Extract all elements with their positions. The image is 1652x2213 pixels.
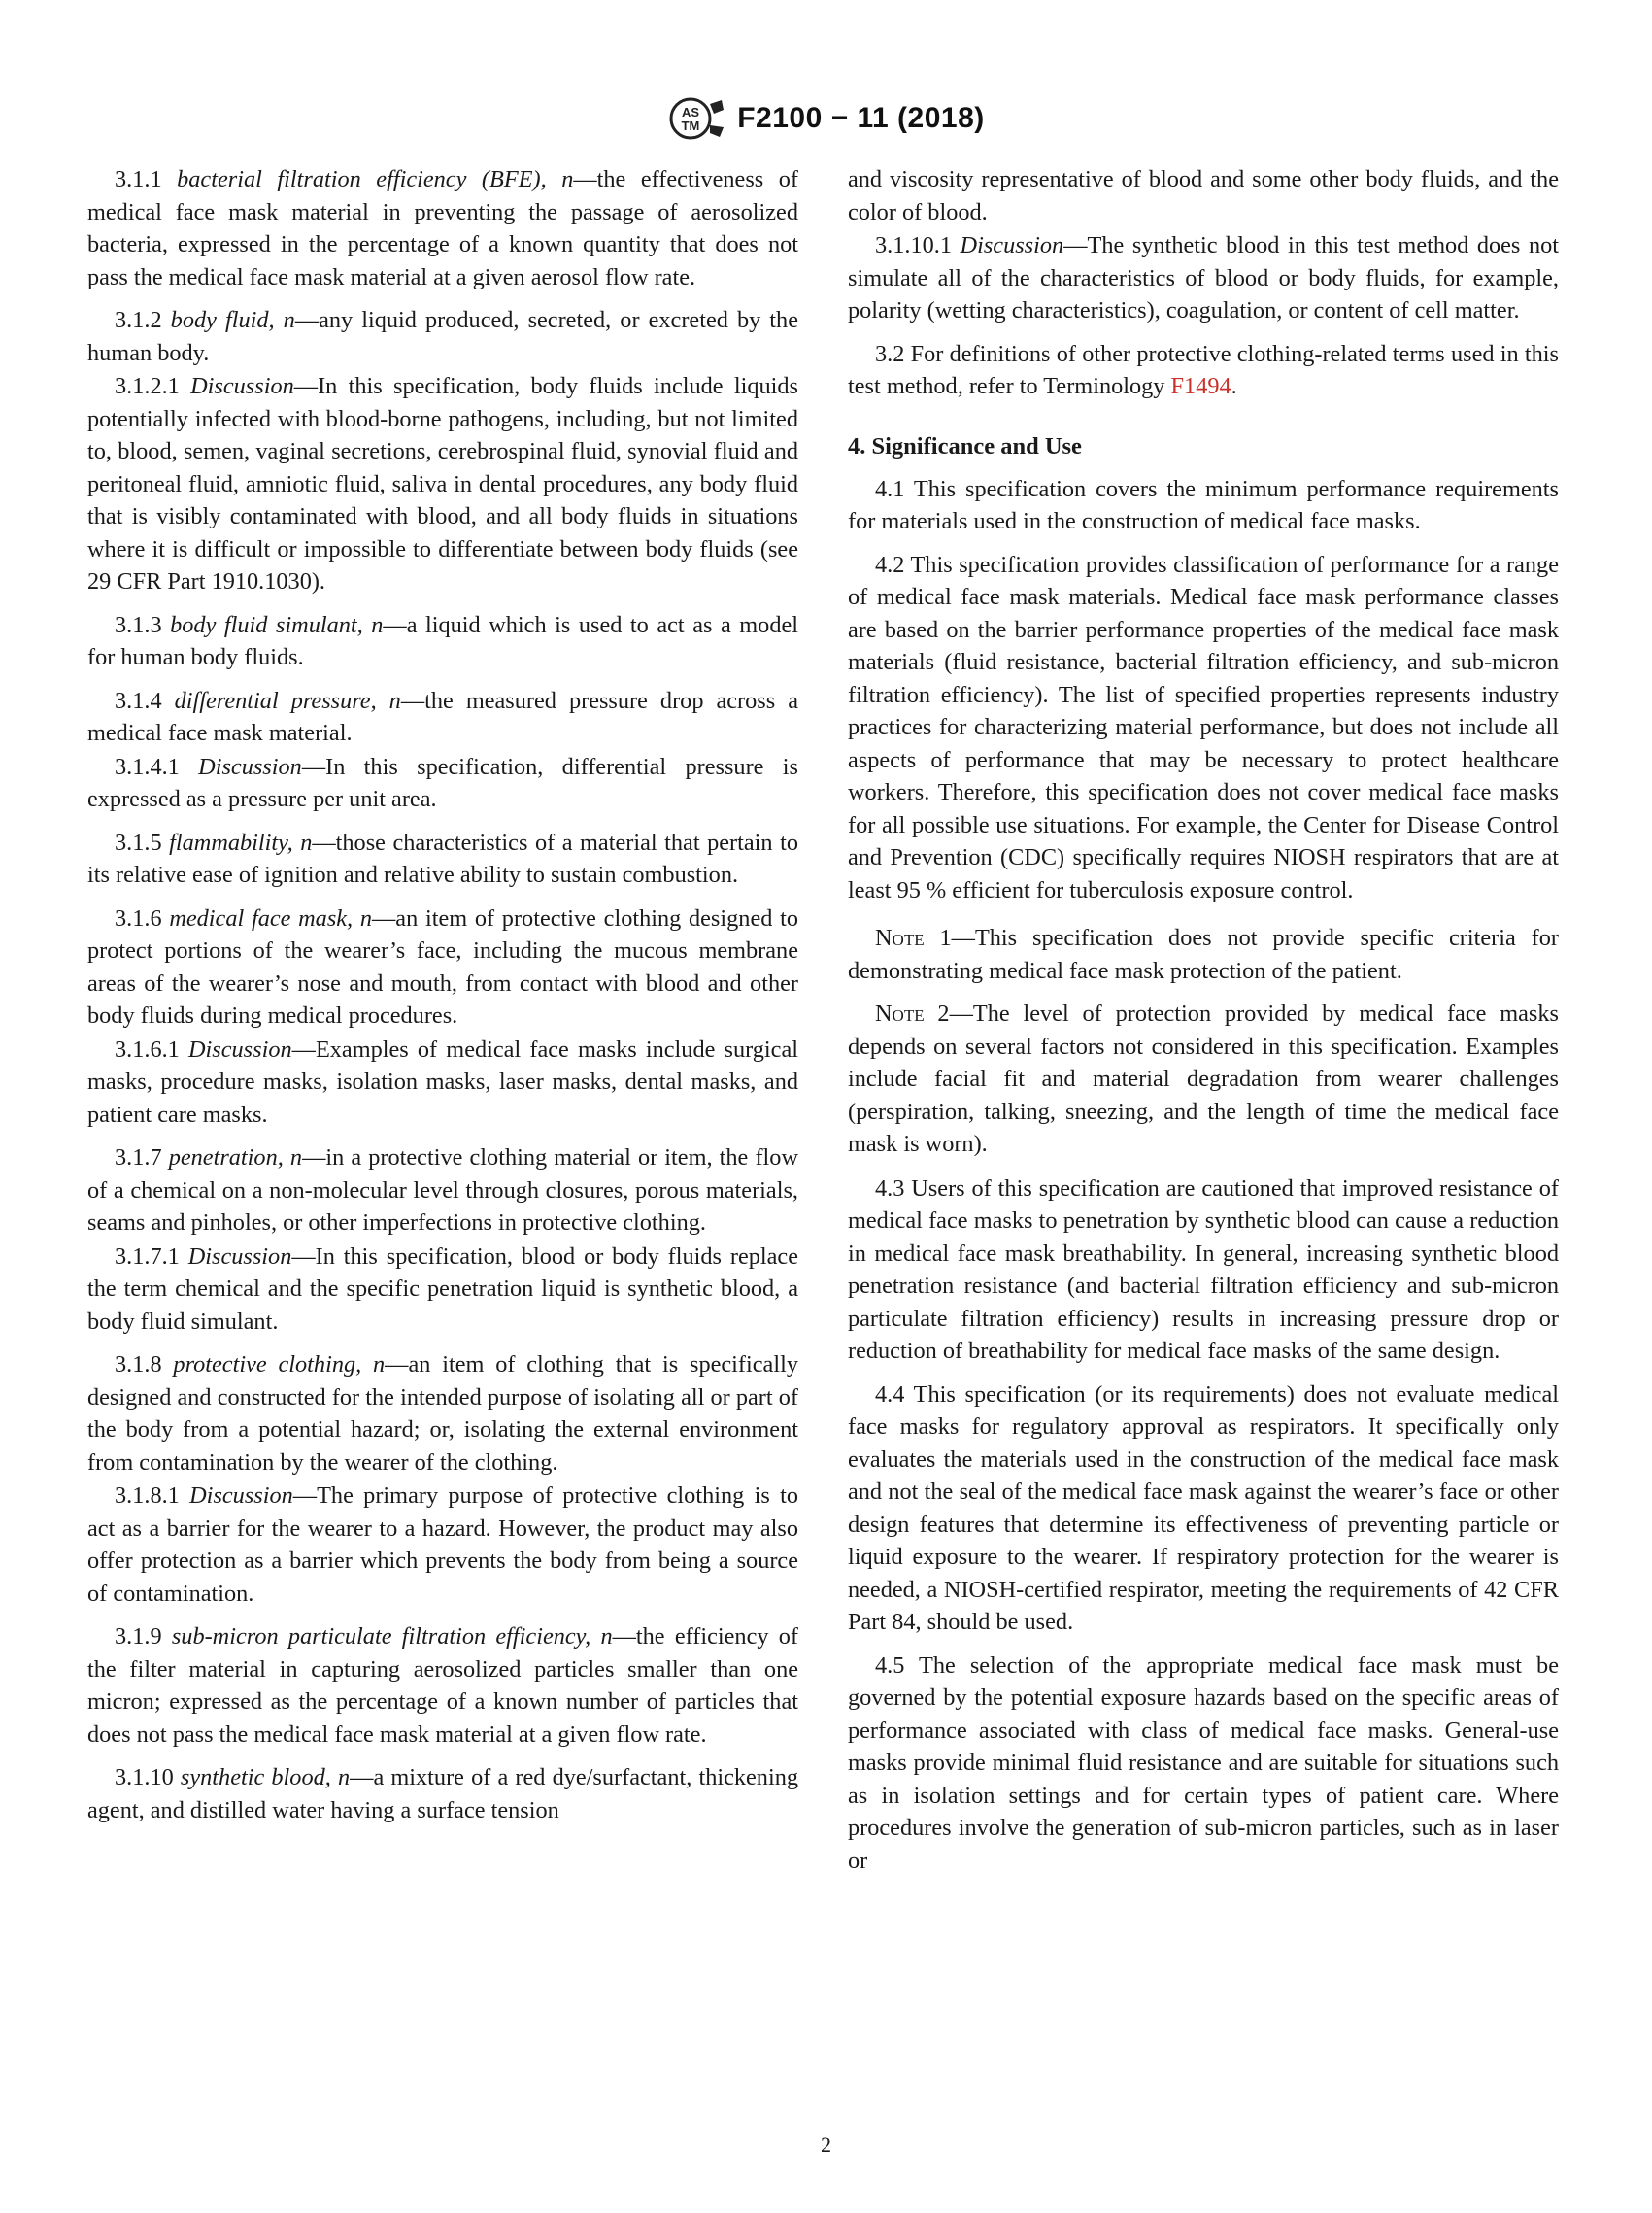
discussion-label: Discussion — [187, 1243, 292, 1270]
discussion-text: —In this specification, body fluids include liquids potentially infected with blood-borne pathogens, including, but not limited to, blood, semen, vaginal secretions, cerebrospinal fluid, synovial fluid and peritoneal fluid, amniotic fluid, saliva in dental procedures, any body fluid that is visibly contaminated with blood, and all body fluids in situations where it is difficult or impossible to differentiate between body fluids (see 29 CFR Part 1910.1030). — [87, 373, 799, 595]
clause-number: 3.1.4 — [115, 687, 175, 714]
clause-number: 3.1.3 — [115, 611, 171, 638]
discussion-text: —In this specification, differential pressure is expressed as a pressure per unit area. — [87, 753, 798, 812]
discussion-label: Discussion — [198, 753, 302, 780]
discussion-3-1-6-1 — [87, 1034, 798, 1132]
clause-number: 3.1.1 — [115, 166, 178, 192]
clause-number: 3.1.6 — [115, 904, 170, 932]
term: body fluid, n — [170, 307, 295, 333]
paragraph-4-4: 4.4 This specification (or its requirements) does not evaluate medical face masks for regulatory approval as respirators. It specifically only evaluates the materials used in the construction of the medical face mask and not the seal of the medical face mask against the wearer’s face or other design features that determine its effectiveness of preventing particle or liquid exposure to the wearer. If respiratory protection for the wearer is needed, a NIOSH-certified respirator, meeting the requirements of 42 CFR Part 84, should be used. — [848, 1380, 1559, 1635]
clause-number: 3.1.7.1 — [115, 1243, 188, 1270]
definition-text: —in a protective clothing material or item, the flow of a chemical on a non-molecular level through closures, porous materials, seams and pinholes, or other imperfections in protective clothing. — [87, 1144, 798, 1236]
astm-logo-icon — [667, 96, 727, 141]
note-text: —This specification does not provide specific criteria for demonstrating medical face mask protection of the patient. — [848, 925, 1559, 984]
discussion-label: Discussion — [190, 373, 294, 399]
term: differential pressure, n — [174, 687, 401, 714]
definition-3-1-3 — [87, 609, 798, 674]
definition-text: —any liquid produced, secreted, or excreted by the human body. — [87, 307, 798, 366]
definition-3-1-10-continued: and viscosity representative of blood and some other body fluids, and the color of blood. — [848, 166, 1559, 225]
right-column — [848, 163, 1559, 1888]
discussion-text: —Examples of medical face masks include surgical masks, procedure masks, isolation masks, laser masks, dental masks, and patient care masks. — [87, 1036, 799, 1128]
term: body fluid simulant, n — [170, 611, 384, 638]
clause-number: 3.1.6.1 — [115, 1036, 188, 1063]
clause-number: 3.1.5 — [115, 829, 170, 856]
clause-number: 3.1.2 — [115, 307, 171, 333]
clause-number: 3.1.4.1 — [115, 753, 199, 780]
term: synthetic blood, n — [180, 1764, 351, 1790]
clause-number: 3.1.8.1 — [115, 1482, 190, 1509]
discussion-label: Discussion — [189, 1482, 293, 1509]
discussion-label: Discussion — [960, 232, 1064, 258]
discussion-3-1-7-1 — [87, 1241, 798, 1339]
page-header — [0, 95, 1652, 142]
page-number: 2 — [821, 2132, 831, 2157]
note-text: —The level of protection provided by medical face masks depends on several factors not considered in this specification. Examples include facial fit and material degradation from wearer challenges (perspiration, talking, sneezing, and the length of time the medical face mask is worn). — [848, 1001, 1559, 1157]
clause-number: 3.1.10 — [115, 1764, 181, 1790]
clause-number: 3.1.8 — [115, 1351, 174, 1378]
definition-3-1-9 — [87, 1620, 798, 1751]
paragraph-text: 3.2 For definitions of other protective clothing-related terms used in this test method, refer to Terminology — [848, 340, 1559, 399]
discussion-3-1-8-1 — [87, 1480, 798, 1610]
discussion-3-1-2-1 — [87, 370, 798, 598]
clause-number: 3.1.2.1 — [115, 373, 191, 399]
definition-3-1-5 — [87, 827, 798, 892]
discussion-text: —The primary purpose of protective clothing is to act as a barrier for the wearer to a hazard. However, the product may also offer protection as a barrier which prevents the body from being a source of contamination. — [87, 1482, 799, 1607]
definition-text: —the measured pressure drop across a medical face mask material. — [87, 687, 799, 746]
discussion-3-1-10-1 — [848, 229, 1559, 327]
definition-3-1-10 — [87, 1761, 798, 1826]
discussion-3-1-4-1 — [87, 751, 798, 816]
definition-3-1-2 — [87, 304, 798, 369]
document-id: F2100 − 11 (2018) — [737, 102, 985, 134]
discussion-text: —The synthetic blood in this test method does not simulate all of the characteristics of blood or body fluids, for example, polarity (wetting characteristics), coagulation, or content of cell matter. — [848, 232, 1559, 323]
definition-text: —the effectiveness of medical face mask material in preventing the passage of aerosolized bacteria, expressed in the percentage of a known quantity that does not pass the medical face mask material at a given aerosol flow rate. — [87, 166, 799, 290]
svg-text:AS: AS — [682, 105, 700, 119]
paragraph-4-2: 4.2 This specification provides classification of performance for a range of medical face mask materials. Medical face mask performance classes are based on the barrier performance properties of the medical face mask materials (fluid resistance, bacterial filtration efficiency, and sub-micron filtration efficiency). The list of specified properties represents industry practices for characterizing material performance, but does not include all aspects of performance that may be necessary to protect healthcare workers. Therefore, this specification does not cover medical face masks for all possible use situations. For example, the Center for Disease Control and Prevention (CDC) specifically requires NIOSH respirators that are at least 95 % efficient for tuberculosis exposure control. — [848, 551, 1559, 903]
definition-text: —an item of clothing that is specifically designed and constructed for the intended purpose of isolating all or part of the body from a potential hazard; or, isolating the external environment from contamination by the wearer of the clothing. — [87, 1351, 798, 1476]
discussion-text: —In this specification, blood or body fluids replace the term chemical and the specific penetration liquid is synthetic blood, a body fluid simulant. — [87, 1243, 799, 1335]
notes-block — [848, 922, 1559, 1161]
paragraph-4-1: 4.1 This specification covers the minimum performance requirements for materials used in the construction of medical face masks. — [848, 475, 1559, 534]
svg-text:TM: TM — [681, 119, 700, 133]
note-label: Note 2 — [875, 1001, 950, 1027]
definition-text: —those characteristics of a material that pertain to its relative ease of ignition and relative ability to sustain combustion. — [87, 829, 798, 888]
clause-number: 3.1.7 — [115, 1144, 169, 1171]
paragraph-3-2 — [848, 338, 1559, 403]
definition-text: —a mixture of a red dye/surfactant, thickening agent, and distilled water having a surface tension — [87, 1764, 798, 1823]
note-2 — [848, 998, 1559, 1161]
term: protective clothing, n — [173, 1351, 386, 1378]
definition-3-1-4 — [87, 685, 798, 750]
definition-text: —a liquid which is used to act as a model for human body fluids. — [87, 611, 799, 670]
paragraph-4-3: 4.3 Users of this specification are cautioned that improved resistance of medical face masks to penetration by synthetic blood can cause a reduction in medical face mask breathability. In general, increasing synthetic blood penetration resistance (and bacterial filtration efficiency and sub-micron particulate filtration efficiency) results in increasing pressure drop or reduction of breathability for medical face masks of the same design. — [848, 1175, 1559, 1364]
clause-number: 3.1.10.1 — [875, 232, 961, 258]
definition-3-1-8 — [87, 1348, 798, 1479]
term: bacterial filtration efficiency (BFE), n — [177, 166, 574, 192]
term: penetration, n — [168, 1144, 303, 1171]
note-1 — [848, 922, 1559, 987]
definition-3-1-6 — [87, 902, 798, 1033]
note-label: Note 1 — [875, 925, 952, 951]
term: sub-micron particulate filtration efficiency, n — [171, 1623, 613, 1650]
paragraph-end: . — [1231, 373, 1237, 399]
definition-text: —the efficiency of the filter material in capturing aerosolized particles smaller than one micron; expressed as the percentage of a known number of particles that does not pass the medical face mask material at a given flow rate. — [87, 1623, 798, 1748]
definition-3-1-1 — [87, 163, 798, 293]
term: flammability, n — [169, 829, 313, 856]
section-4-heading: 4. Significance and Use — [848, 432, 1082, 460]
definition-text: —an item of protective clothing designed to protect portions of the wearer’s face, including the mucous membrane areas of the wearer’s nose and mouth, from contact with blood and other body fluids during medical procedures. — [87, 904, 798, 1029]
definition-3-1-7 — [87, 1141, 798, 1240]
discussion-label: Discussion — [187, 1036, 292, 1063]
term: medical face mask, n — [169, 904, 372, 932]
terminology-f1494-link[interactable]: F1494 — [1170, 373, 1231, 399]
paragraph-4-5: 4.5 The selection of the appropriate medical face mask must be governed by the potential exposure hazards based on the specific areas of performance associated with class of medical face masks. General-use masks provide minimal fluid resistance and are suitable for situations such as in isolation settings and for certain types of patient care. Where procedures involve the generation of sub-micron particles, such as in laser or — [848, 1651, 1559, 1874]
left-column — [87, 163, 798, 1837]
clause-number: 3.1.9 — [115, 1623, 172, 1650]
